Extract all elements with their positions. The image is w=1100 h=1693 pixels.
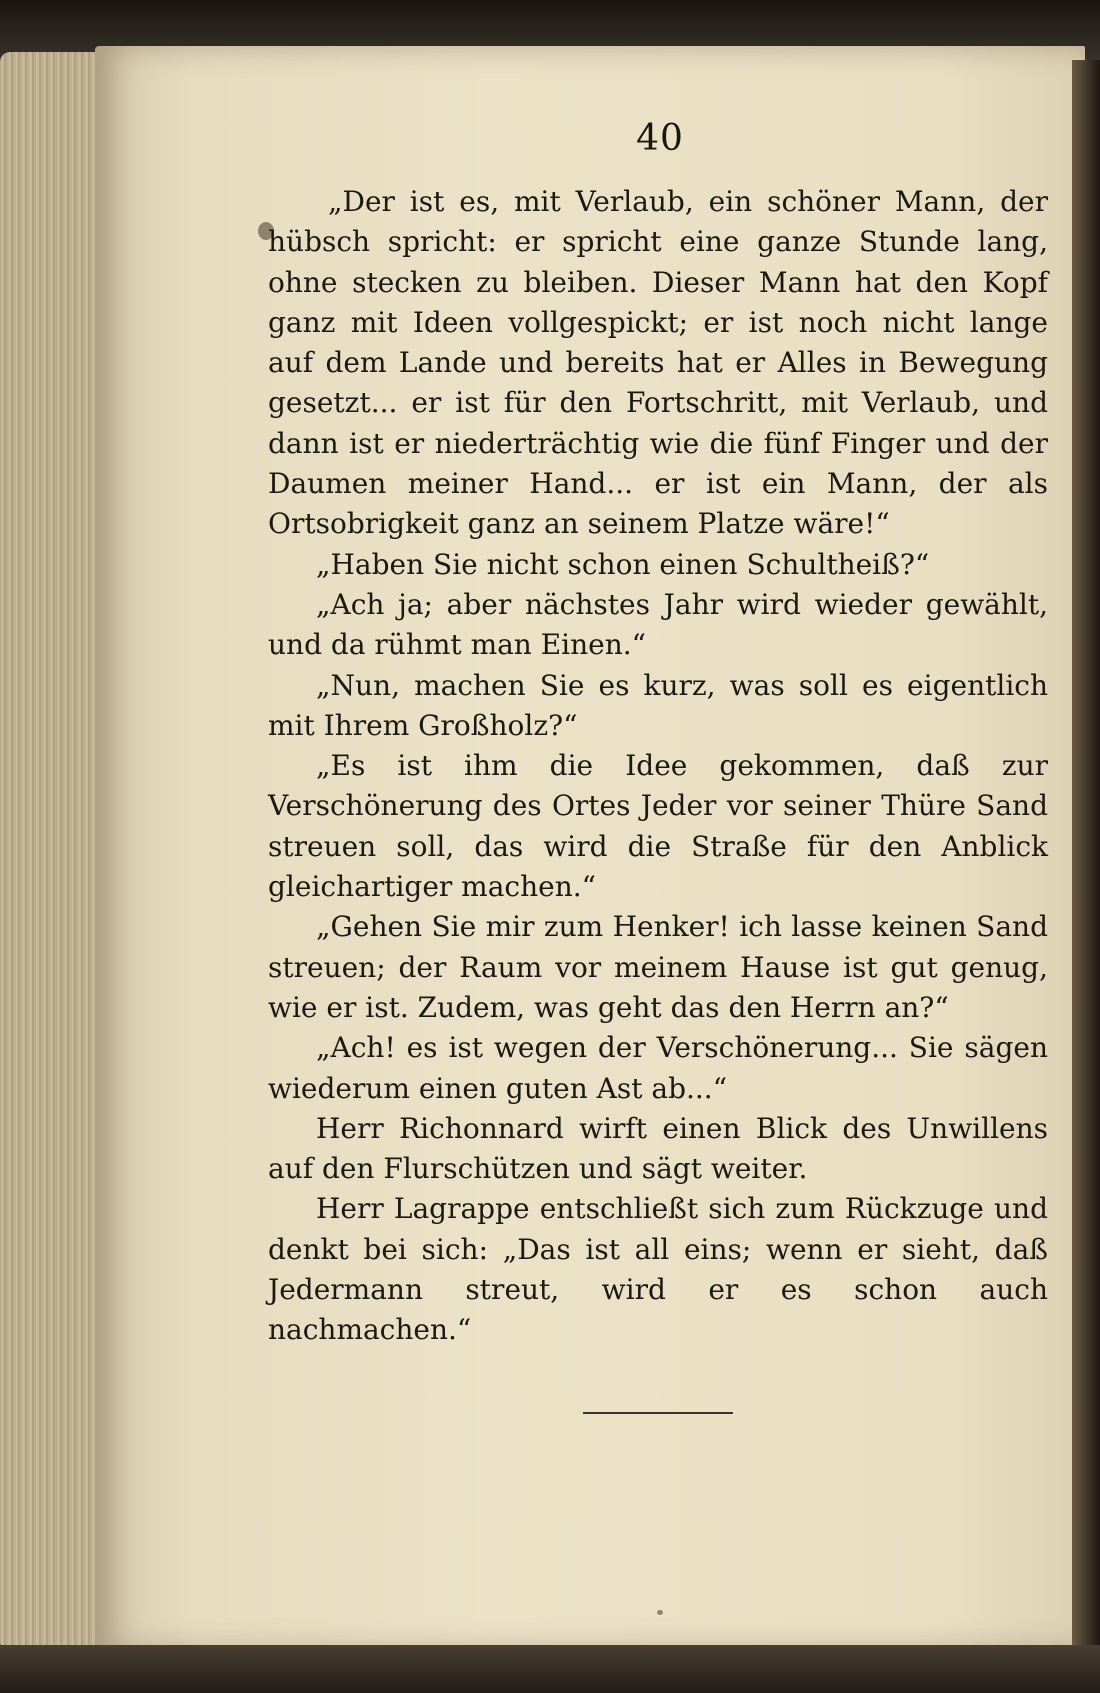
paragraph: Herr Richonnard wirft einen Blick des Unwillens auf den Flurschützen und sägt weiter.: [268, 1111, 1048, 1186]
page-text: [268, 182, 1048, 1351]
paragraph: „Es ist ihm die Idee gekommen, daß zur Verschönerung des Ortes Jeder vor seiner Thüre Sand streuen soll, das wird die Straße für den Anblick gleichartiger machen.“: [268, 749, 1048, 904]
page-number: 40: [636, 118, 684, 159]
paragraph: „Gehen Sie mir zum Henker! ich lasse keinen Sand streuen; der Raum vor meinem Hause ist gut genug, wie er ist. Zudem, was geht das den Herrn an?“: [268, 910, 1048, 1024]
book-right-edge: [1072, 60, 1100, 1650]
book-bottom-edge: [0, 1645, 1100, 1693]
paragraph: „Nun, machen Sie es kurz, was soll es eigentlich mit Ihrem Großholz?“: [268, 668, 1048, 742]
paragraph: „Der ist es, mit Verlaub, ein schöner Mann, der hübsch spricht: er spricht eine ganze Stunde lang, ohne stecken zu bleiben. Dieser Mann hat den Kopf ganz mit Ideen vollgespickt; er ist noch nicht lange auf dem Lande und bereits hat er Alles in Bewegung gesetzt... er ist für den Fortschritt, mit Verlaub, und dann ist er niederträchtig wie die fünf Finger und der Daumen meiner Hand... er ist ein Mann, der als Ortsobrigkeit ganz an seinem Platze wäre!“: [268, 185, 1048, 541]
paragraph: „Ach ja; aber nächstes Jahr wird wieder gewählt, und da rühmt man Einen.“: [268, 587, 1048, 662]
paragraph: Herr Lagrappe entschließt sich zum Rückzuge und denkt bei sich: „Das ist all eins; wenn er sieht, daß Jedermann streut, wird er es schon auch nachmachen.“: [268, 1192, 1048, 1347]
paper-speck: [657, 1610, 663, 1615]
paragraph: „Ach! es ist wegen der Verschönerung... Sie sägen wiederum einen guten Ast ab...“: [268, 1031, 1048, 1105]
paragraph: „Haben Sie nicht schon einen Schultheiß?“: [316, 547, 930, 581]
section-end-rule: [583, 1412, 733, 1414]
